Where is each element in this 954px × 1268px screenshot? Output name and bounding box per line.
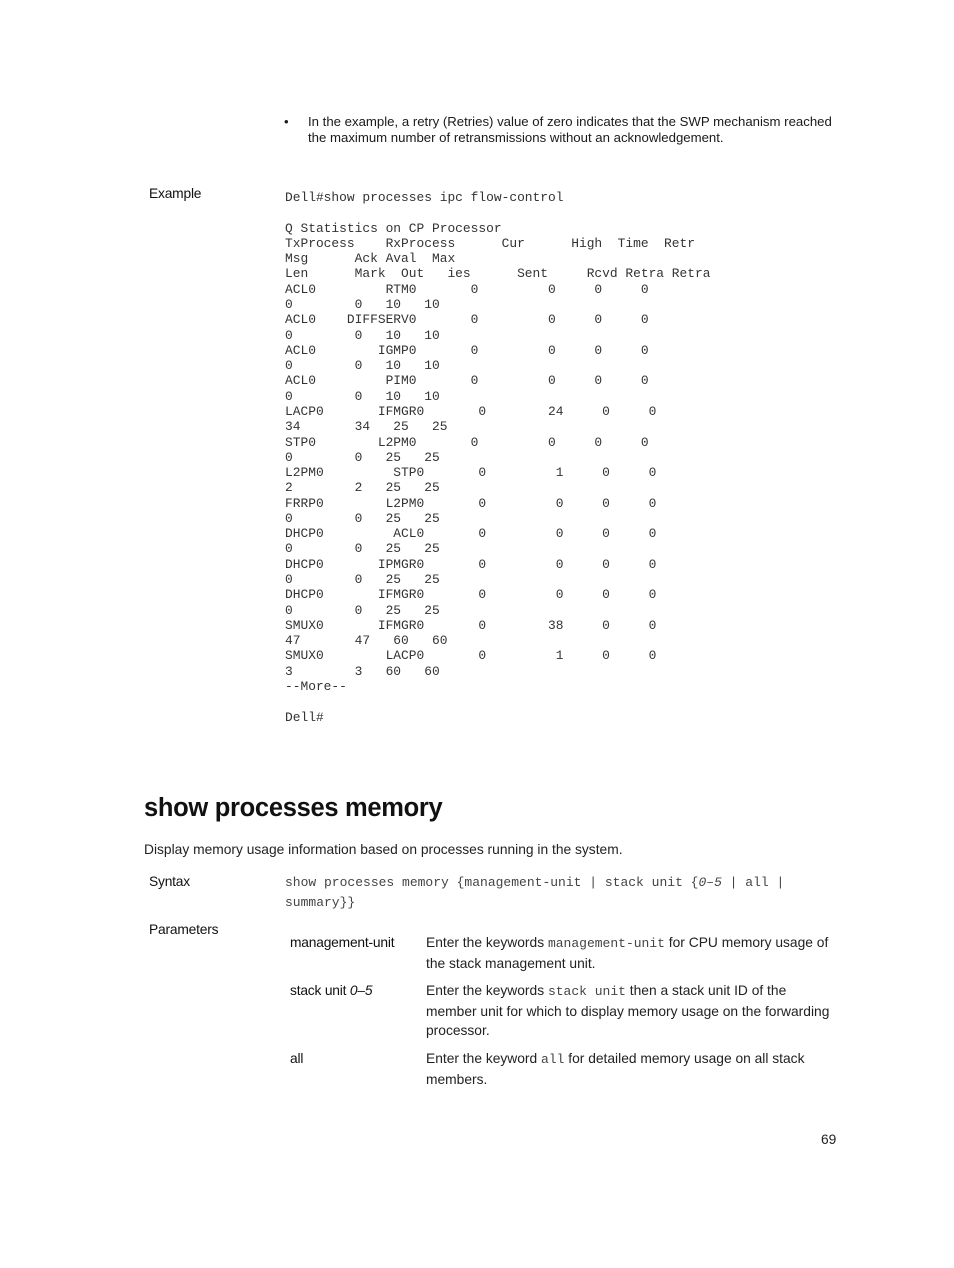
code-line: ACL0 PIM0 0 0 0 0 (285, 373, 649, 389)
code-line: 0 0 10 10 (285, 296, 440, 312)
code-line: 2 2 25 25 (285, 480, 440, 496)
param-keyword: stack unit (547, 984, 626, 999)
section-title: show processes memory (144, 794, 443, 822)
param-keyword: all (541, 1052, 565, 1067)
param-desc-text: then a stack unit ID of the member unit for which to display memory usage on the forwarding processor. (426, 983, 830, 1038)
param-keyword: management-unit (547, 936, 665, 951)
note-bullet (284, 114, 844, 146)
syntax-command (285, 873, 830, 913)
example-label: Example (149, 186, 202, 201)
param-desc-text: Enter the keywords (426, 983, 548, 998)
code-line: SMUX0 IFMGR0 0 38 0 0 (285, 617, 657, 633)
param-name-stack-unit (290, 981, 420, 1001)
code-line: 0 0 25 25 (285, 602, 440, 618)
code-line: 0 0 25 25 (285, 572, 440, 588)
param-desc-all (426, 1049, 836, 1089)
code-line: TxProcess RxProcess Cur High Time Retr (285, 235, 695, 251)
code-line: SMUX0 LACP0 0 1 0 0 (285, 648, 657, 664)
code-line: STP0 L2PM0 0 0 0 0 (285, 434, 649, 450)
syntax-code-italic: 0–5 (698, 875, 722, 890)
code-line: DHCP0 IPMGR0 0 0 0 0 (285, 556, 657, 572)
syntax-code-prefix: show processes memory {management-unit | stack unit { (285, 875, 699, 890)
code-line: 0 0 25 25 (285, 541, 440, 557)
param-desc-text: for CPU memory usage of the stack management unit. (426, 935, 829, 971)
param-name-text: stack unit (290, 983, 350, 998)
code-line: 0 0 10 10 (285, 327, 440, 343)
code-line: ACL0 RTM0 0 0 0 0 (285, 281, 649, 297)
code-line: Msg Ack Aval Max (285, 251, 456, 267)
code-line: DHCP0 IFMGR0 0 0 0 0 (285, 587, 657, 603)
param-name-italic: 0–5 (349, 983, 373, 998)
code-line: L2PM0 STP0 0 1 0 0 (285, 465, 657, 481)
code-line: DHCP0 ACL0 0 0 0 0 (285, 526, 657, 542)
code-line: ACL0 IGMP0 0 0 0 0 (285, 342, 649, 358)
code-line: Q Statistics on CP Processor (285, 220, 502, 236)
code-line: Dell#show processes ipc flow-control (285, 190, 564, 205)
syntax-label: Syntax (149, 874, 190, 889)
param-desc-text: Enter the keywords (426, 935, 548, 950)
bullet-dot: • (284, 114, 289, 129)
code-line: FRRP0 L2PM0 0 0 0 0 (285, 495, 657, 511)
syntax-code-suffix: | all | summary}} (285, 875, 785, 910)
parameters-label: Parameters (149, 922, 219, 937)
section-description: Display memory usage information based on processes running in the system. (144, 842, 623, 857)
code-line: 0 0 25 25 (285, 510, 440, 526)
example-code-block (285, 190, 710, 725)
code-line: 3 3 60 60 (285, 663, 440, 679)
code-line: ACL0 DIFFSERV0 0 0 0 0 (285, 312, 649, 328)
bullet-text: In the example, a retry (Retries) value of zero indicates that the SWP mechanism reached the maximum number of retransmissions without an acknowledgement. (308, 114, 832, 145)
code-line: LACP0 IFMGR0 0 24 0 0 (285, 403, 657, 419)
code-line: --More-- (285, 679, 347, 694)
code-line: Len Mark Out ies Sent Rcvd Retra Retra (285, 266, 711, 282)
param-name-all: all (290, 1051, 304, 1066)
code-line: 34 34 25 25 (285, 419, 448, 435)
code-line: 0 0 10 10 (285, 358, 440, 374)
param-name-management-unit: management-unit (290, 935, 395, 950)
code-line: 0 0 25 25 (285, 449, 440, 465)
page-number: 69 (821, 1132, 837, 1147)
code-line: 47 47 60 60 (285, 633, 448, 649)
param-desc-text: Enter the keyword (426, 1051, 542, 1066)
param-desc-management-unit (426, 933, 836, 973)
code-line: Dell# (285, 709, 324, 725)
param-desc-stack-unit (426, 981, 836, 1041)
param-desc-text: for detailed memory usage on all stack members. (426, 1051, 805, 1087)
code-line: 0 0 10 10 (285, 388, 440, 404)
